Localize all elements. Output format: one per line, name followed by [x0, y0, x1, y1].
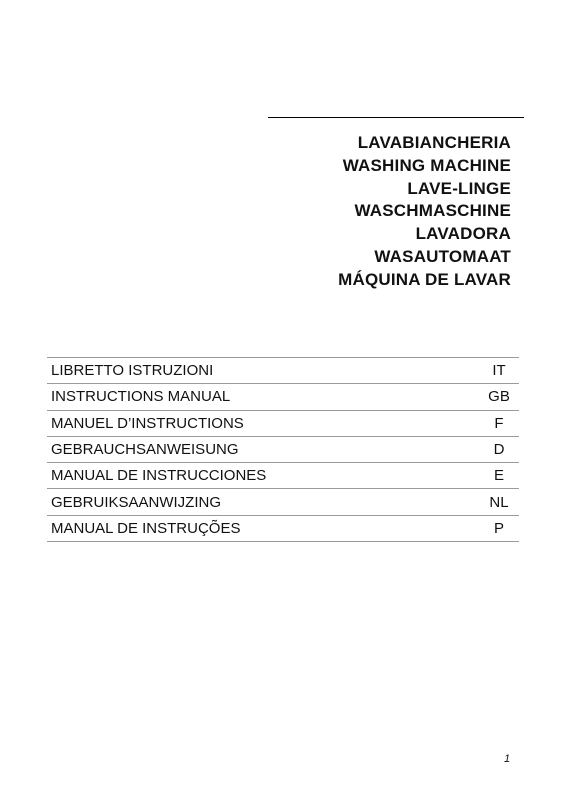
title-german: WASCHMASCHINE — [354, 201, 511, 221]
language-code: IT — [492, 362, 506, 380]
manual-row-d — [47, 437, 519, 463]
language-code: NL — [489, 493, 509, 511]
manual-name: MANUEL D’INSTRUCTIONS — [51, 414, 244, 432]
manual-row-p — [47, 516, 519, 542]
header-rule — [268, 117, 524, 118]
manual-row-it — [47, 358, 519, 384]
manual-row-e — [47, 463, 519, 489]
manual-row-nl — [47, 489, 519, 515]
manual-name: MANUAL DE INSTRUCCIONES — [51, 467, 267, 485]
title-portuguese: MÁQUINA DE LAVAR — [338, 269, 511, 289]
product-title-block — [338, 132, 511, 292]
manual-name: GEBRAUCHSANWEISUNG — [51, 441, 239, 459]
manual-name: INSTRUCTIONS MANUAL — [51, 388, 231, 406]
language-manual-table — [47, 357, 519, 542]
page-number: 1 — [504, 753, 511, 765]
language-code: GB — [488, 388, 510, 406]
title-english: WASHING MACHINE — [342, 155, 511, 175]
manual-row-gb — [47, 384, 519, 410]
manual-name: GEBRUIKSAANWIJZING — [51, 493, 222, 511]
language-code: F — [494, 414, 504, 432]
title-french: LAVE-LINGE — [407, 178, 511, 198]
language-code: P — [493, 519, 504, 537]
title-spanish: LAVADORA — [415, 224, 511, 244]
manual-name: LIBRETTO ISTRUZIONI — [51, 362, 214, 380]
manual-name: MANUAL DE INSTRUÇÕES — [51, 519, 241, 537]
language-code: E — [493, 467, 504, 485]
title-dutch: WASAUTOMAAT — [374, 246, 511, 266]
title-italian: LAVABIANCHERIA — [357, 133, 511, 152]
language-code: D — [493, 441, 505, 459]
manual-row-f — [47, 411, 519, 437]
